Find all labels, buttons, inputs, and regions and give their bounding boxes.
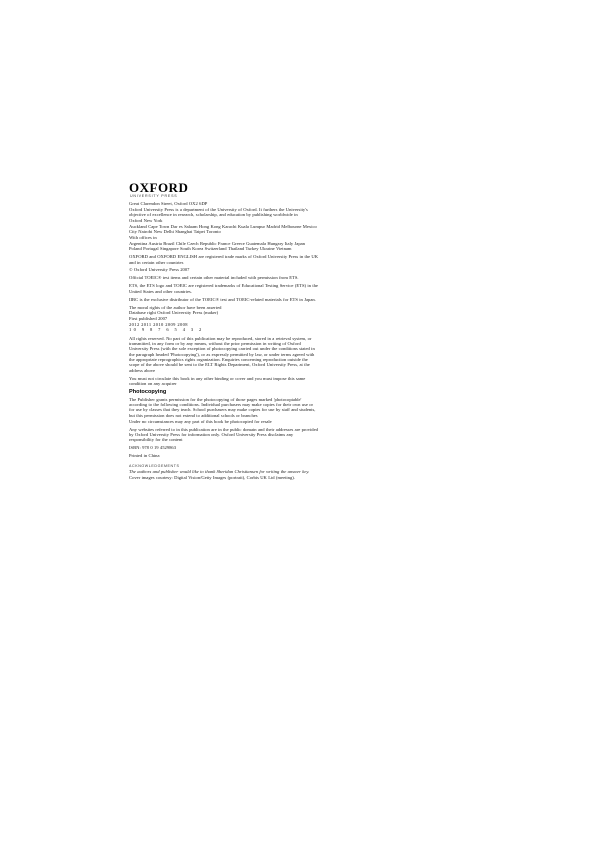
acknowledgements-text: The authors and publisher would like to thank Sheridan Christiansen for writing the answer key. bbox=[129, 469, 310, 474]
moral-rights-notice: The moral rights of the author have been asserted bbox=[129, 304, 222, 310]
offices-label: With offices in bbox=[129, 235, 157, 241]
photocopying-note: Under no circumstances may any part of this book be photocopied for resale bbox=[129, 418, 272, 424]
isbn: ISBN: 978 0 19 4529863 bbox=[129, 445, 176, 451]
cover-credit: Cover images courtesy: Digital Vision/Getty Images (portrait), Corbis UK Ltd (meeting). bbox=[129, 474, 295, 480]
impression-years: 2012 2011 2010 2009 2008 bbox=[129, 322, 188, 328]
ets-trademark-notice: ETS, the ETS logo and TOEIC are registered trademarks of Educational Testing Service (ETS) in the United States and other countries. bbox=[129, 283, 318, 294]
acknowledgements-heading: ACKNOWLEDGEMENTS bbox=[129, 463, 180, 468]
cities-list: Auckland Cape Town Dar es Salaam Hong Kong Karachi Kuala Lumpur Madrid Melbourne Mexico City Nairobi New Delhi Shanghai Taipei Toronto bbox=[129, 223, 317, 235]
publisher-logo: OXFORD bbox=[129, 180, 189, 195]
primary-cities: Oxford New York bbox=[129, 218, 163, 224]
offices-list: Argentina Austria Brazil Chile Czech Republic France Greece Guatemala Hungary Italy Japan Poland Portugal Singapore South Korea Switzerland Thailand Turkey Ukraine Vietnam bbox=[129, 240, 305, 252]
first-published: First published 2007 bbox=[129, 316, 168, 322]
all-rights-reserved: All rights reserved. No part of this publication may be reproduced, stored in a retrieval system, or transmitted, in any form or by any means, without the prior permission in writing of Oxford University Press (with the sole exception of photocopying carried out under the conditions stated in the paragraph headed 'Photocopying'), or as expressly permitted by law, or under terms agreed with the appropriate reprographics rights organization. Enquiries concerning reproduction outside the scope of the above should be sent to the ELT Rights Department, Oxford University Press, at the address above bbox=[129, 335, 315, 373]
circulation-notice: You must not circulate this book in any other binding or cover and you must impose this same condition on any acquirer bbox=[129, 375, 306, 386]
printed-in: Printed in China bbox=[129, 453, 160, 459]
websites-disclaimer: Any websites referred to in this publication are in the public domain and their addresses are provided by Oxford University Press for information only. Oxford University Press disclaims any responsibility for the content bbox=[129, 426, 318, 443]
photocopying-text: The Publisher grants permission for the photocopying of those pages marked 'photocopiable' according to the following conditions. Individual purchasers may make copies for their own use or for use by classes that they teach. School purchasers may make copies for use by staff and students, but this permission does not extend to additional schools or branches bbox=[129, 396, 316, 418]
database-right-notice: Database right Oxford University Press (maker) bbox=[129, 310, 219, 316]
mission-statement: Oxford University Press is a department of the University of Oxford. It furthers the University's objective of excellence in research, scholarship, and education by publishing worldwide in bbox=[129, 206, 308, 218]
imprint-block bbox=[129, 182, 319, 483]
copyright-notice: © Oxford University Press 2007 bbox=[129, 267, 190, 273]
trademark-notice: OXFORD and OXFORD ENGLISH are registered trade marks of Oxford University Press in the UK and in certain other countries bbox=[129, 254, 319, 265]
impression-numbers: 10 9 8 7 6 5 4 3 2 bbox=[129, 327, 204, 333]
toeic-material-notice: Official TOEIC® test items and certain other material included with permission from ETS. bbox=[129, 275, 299, 281]
publisher-logo-subtitle: UNIVERSITY PRESS bbox=[130, 194, 178, 198]
distributor-notice: IIBC is the exclusive distributor of the TOEIC® test and TOEIC-related materials for ETS in Japan. bbox=[129, 296, 316, 302]
photocopying-heading: Photocopying bbox=[129, 388, 167, 395]
publisher-address: Great Clarendon Street, Oxford OX2 6DP bbox=[129, 201, 208, 206]
